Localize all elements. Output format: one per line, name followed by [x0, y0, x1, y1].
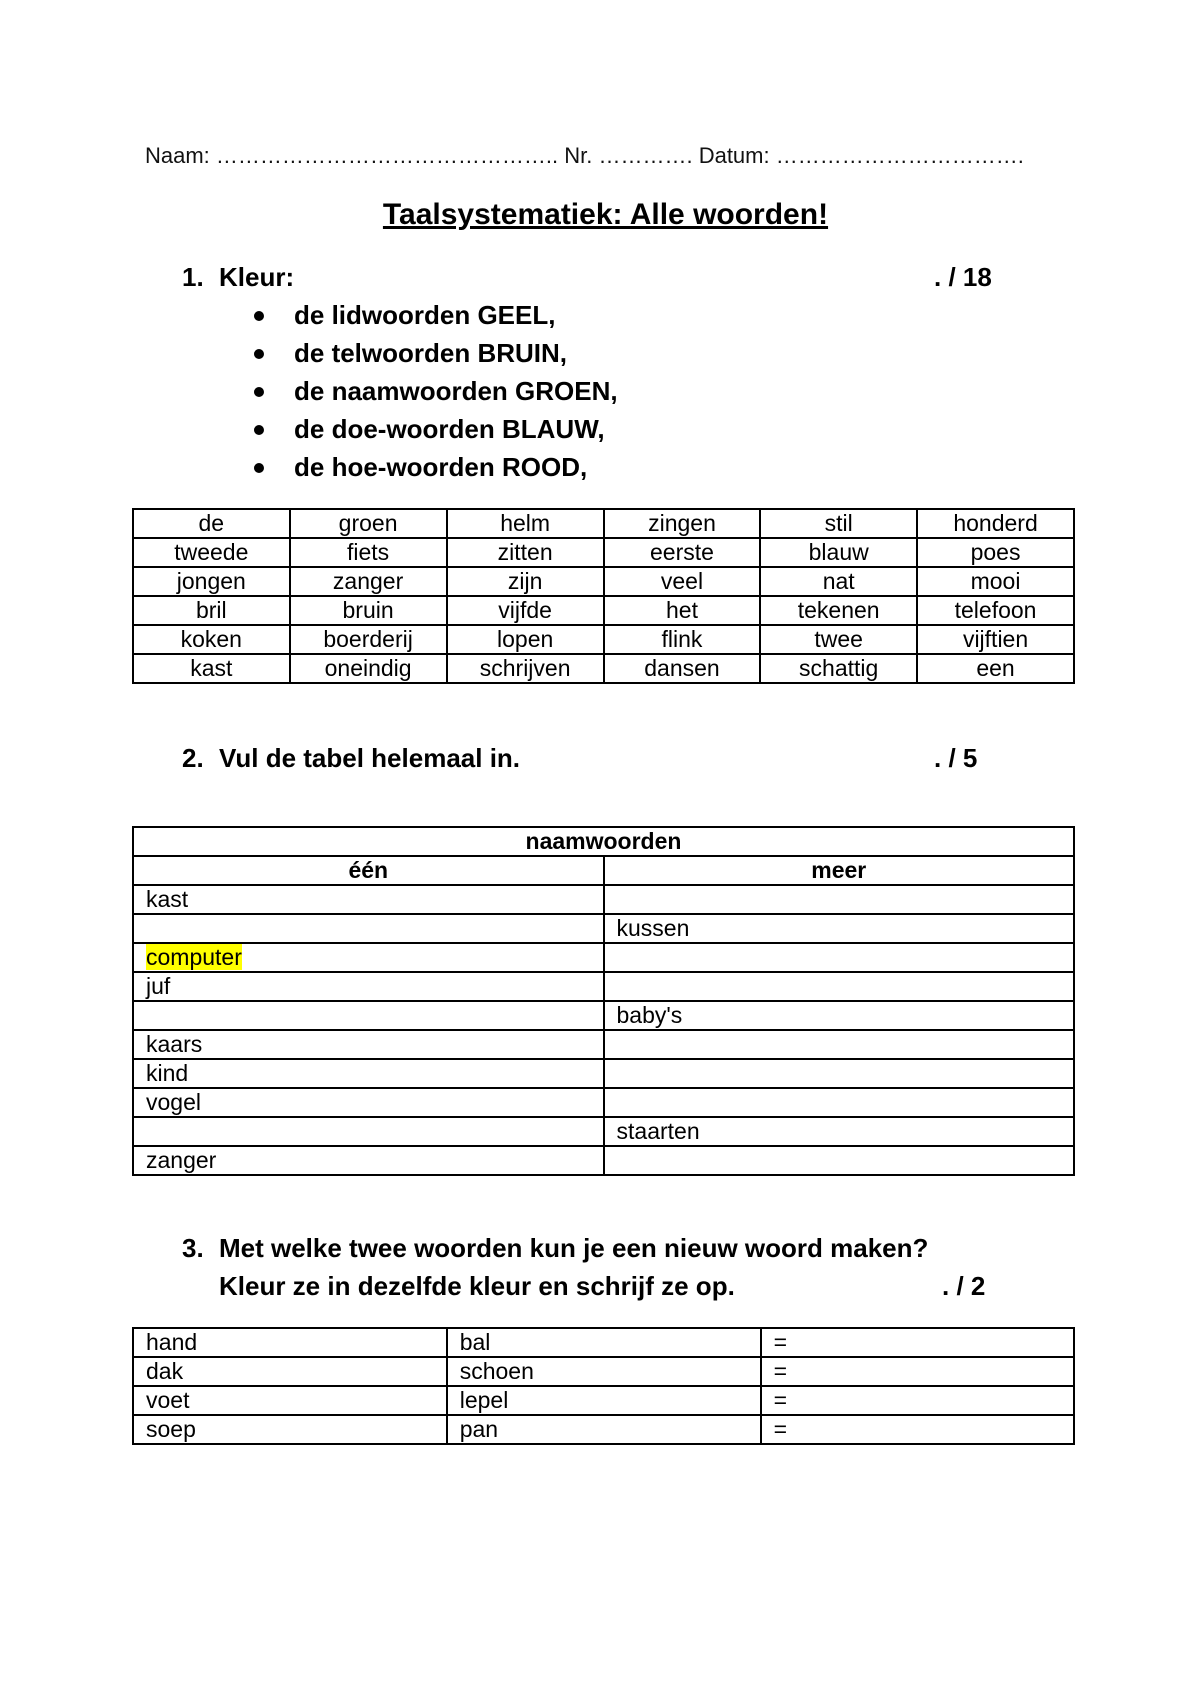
q1-number: 1. [182, 262, 204, 292]
word-cell[interactable]: kast [133, 654, 290, 683]
student-info-line: Naam: ……………………………………….. Nr. …………. Datum: ……………………………. [145, 143, 1024, 168]
word-cell[interactable]: mooi [917, 567, 1074, 596]
bullet-item: de hoe-woorden ROOD, [250, 448, 618, 486]
q1-heading [182, 262, 294, 293]
word-cell[interactable]: flink [604, 625, 761, 654]
q2-heading [182, 743, 520, 774]
word-cell[interactable]: poes [917, 538, 1074, 567]
table-row [133, 1386, 1074, 1415]
word-cell[interactable]: vijftien [917, 625, 1074, 654]
singular-cell[interactable] [133, 943, 604, 972]
singular-cell[interactable]: kast [133, 885, 604, 914]
word-cell[interactable]: blauw [760, 538, 917, 567]
singular-cell[interactable]: zanger [133, 1146, 604, 1175]
bullet-item: de doe-woorden BLAUW, [250, 410, 618, 448]
table-row [133, 1059, 1074, 1088]
word-cell[interactable]: zijn [447, 567, 604, 596]
plural-cell[interactable] [604, 1030, 1074, 1059]
word-cell[interactable]: zingen [604, 509, 761, 538]
word-cell[interactable]: jongen [133, 567, 290, 596]
answer-cell[interactable]: = [761, 1357, 1074, 1386]
q3-line2: Kleur ze in dezelfde kleur en schrijf ze op. [219, 1271, 735, 1301]
plural-cell[interactable] [604, 972, 1074, 1001]
bullet-item: de telwoorden BRUIN, [250, 334, 618, 372]
table-row [133, 885, 1074, 914]
table-header-row [133, 827, 1074, 856]
word-cell[interactable]: oneindig [290, 654, 447, 683]
bullet-icon [254, 425, 264, 435]
word-cell[interactable]: lopen [447, 625, 604, 654]
column-header-plural: meer [604, 856, 1074, 885]
table-row [133, 654, 1074, 683]
plural-cell[interactable]: staarten [604, 1117, 1074, 1146]
word-cell[interactable]: zanger [290, 567, 447, 596]
bullet-item: de naamwoorden GROEN, [250, 372, 618, 410]
word-cell[interactable]: vijfde [447, 596, 604, 625]
word-cell[interactable]: boerderij [290, 625, 447, 654]
word-cell[interactable]: honderd [917, 509, 1074, 538]
word-cell[interactable]: bruin [290, 596, 447, 625]
q3-score: . / 2 [942, 1271, 986, 1301]
word-cell[interactable]: helm [447, 509, 604, 538]
compound-word-table [132, 1327, 1075, 1445]
table-title: naamwoorden [133, 827, 1074, 856]
word-cell[interactable]: groen [290, 509, 447, 538]
plural-cell[interactable] [604, 943, 1074, 972]
bullet-icon [254, 349, 264, 359]
q1-score: . / 18 [934, 262, 992, 292]
word-cell[interactable]: eerste [604, 538, 761, 567]
plural-cell[interactable] [604, 1059, 1074, 1088]
first-word-cell[interactable]: soep [133, 1415, 447, 1444]
table-row [133, 1146, 1074, 1175]
answer-cell[interactable]: = [761, 1415, 1074, 1444]
answer-cell[interactable]: = [761, 1328, 1074, 1357]
singular-cell[interactable] [133, 1001, 604, 1030]
second-word-cell[interactable]: pan [447, 1415, 761, 1444]
table-row [133, 1117, 1074, 1146]
q1-label: Kleur: [219, 262, 295, 292]
q1-instructions-list [250, 296, 618, 486]
table-row [133, 914, 1074, 943]
word-cell[interactable]: veel [604, 567, 761, 596]
table-row [133, 509, 1074, 538]
word-cell[interactable]: bril [133, 596, 290, 625]
word-cell[interactable]: twee [760, 625, 917, 654]
q3-line1: Met welke twee woorden kun je een nieuw woord maken? [219, 1233, 929, 1263]
singular-cell[interactable]: juf [133, 972, 604, 1001]
bullet-icon [254, 311, 264, 321]
word-cell[interactable]: koken [133, 625, 290, 654]
page-title: Taalsystematiek: Alle woorden! [382, 198, 829, 231]
first-word-cell[interactable]: hand [133, 1328, 447, 1357]
first-word-cell[interactable]: dak [133, 1357, 447, 1386]
table-row [133, 972, 1074, 1001]
bullet-icon [254, 463, 264, 473]
plural-cell[interactable]: baby's [604, 1001, 1074, 1030]
q3-subheading [219, 1271, 735, 1302]
word-cell[interactable]: schrijven [447, 654, 604, 683]
table-row [133, 1088, 1074, 1117]
second-word-cell[interactable]: lepel [447, 1386, 761, 1415]
second-word-cell[interactable]: bal [447, 1328, 761, 1357]
word-cell[interactable]: een [917, 654, 1074, 683]
word-grid [132, 508, 1075, 684]
singular-cell[interactable] [133, 914, 604, 943]
q3-number: 3. [182, 1233, 204, 1263]
word-cell[interactable]: tweede [133, 538, 290, 567]
word-cell[interactable]: dansen [604, 654, 761, 683]
singular-cell[interactable]: kaars [133, 1030, 604, 1059]
table-row [133, 943, 1074, 972]
word-cell[interactable]: de [133, 509, 290, 538]
word-cell[interactable]: schattig [760, 654, 917, 683]
singular-cell[interactable]: kind [133, 1059, 604, 1088]
table-row [133, 596, 1074, 625]
bullet-icon [254, 387, 264, 397]
plural-cell[interactable] [604, 1088, 1074, 1117]
table-row [133, 1030, 1074, 1059]
highlighted-word: computer [146, 944, 242, 970]
table-row [133, 1001, 1074, 1030]
column-header-singular: één [133, 856, 604, 885]
table-row [133, 1328, 1074, 1357]
table-row [133, 1357, 1074, 1386]
plural-cell[interactable] [604, 1146, 1074, 1175]
table-header-row [133, 856, 1074, 885]
table-row [133, 538, 1074, 567]
first-word-cell[interactable]: voet [133, 1386, 447, 1415]
plural-cell[interactable] [604, 885, 1074, 914]
word-cell[interactable]: nat [760, 567, 917, 596]
singular-cell[interactable]: vogel [133, 1088, 604, 1117]
word-cell[interactable]: stil [760, 509, 917, 538]
plural-cell[interactable]: kussen [604, 914, 1074, 943]
bullet-item: de lidwoorden GEEL, [250, 296, 618, 334]
word-cell[interactable]: tekenen [760, 596, 917, 625]
word-cell[interactable]: het [604, 596, 761, 625]
word-cell[interactable]: zitten [447, 538, 604, 567]
answer-cell[interactable]: = [761, 1386, 1074, 1415]
table-row [133, 567, 1074, 596]
table-row [133, 1415, 1074, 1444]
second-word-cell[interactable]: schoen [447, 1357, 761, 1386]
q2-number: 2. [182, 743, 204, 773]
singular-cell[interactable] [133, 1117, 604, 1146]
q2-label: Vul de tabel helemaal in. [219, 743, 521, 773]
noun-plural-table [132, 826, 1075, 1176]
word-cell[interactable]: fiets [290, 538, 447, 567]
q3-heading [182, 1233, 928, 1264]
word-cell[interactable]: telefoon [917, 596, 1074, 625]
q2-score: . / 5 [934, 743, 978, 773]
table-row [133, 625, 1074, 654]
